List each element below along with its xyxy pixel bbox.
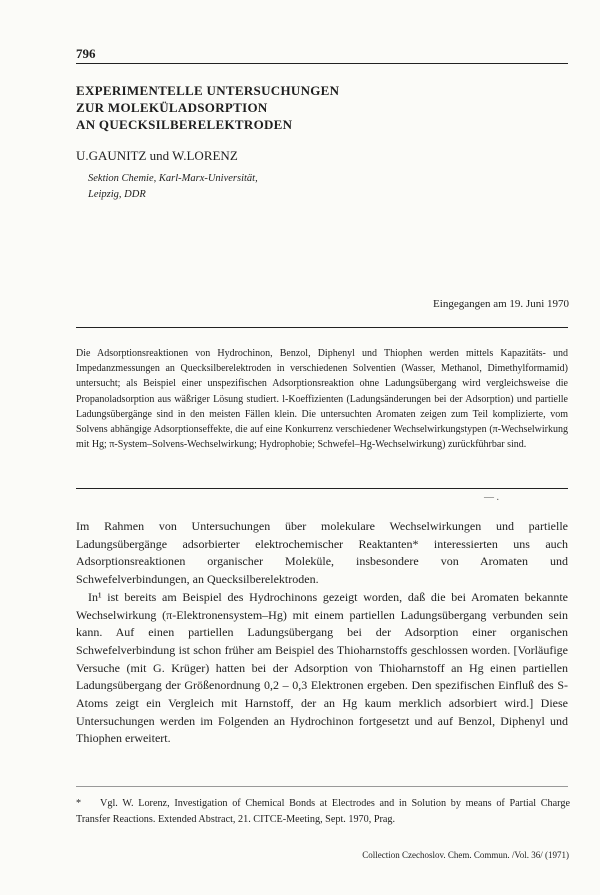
page-number: 796: [76, 46, 96, 61]
article-title: [76, 82, 339, 133]
footnote-text: Vgl. W. Lorenz, Investigation of Chemical Bonds at Electrodes and in Solution by means of Partial Charge Transfer Reactions. Extended Abstract, 21. CITCE-Meeting, Sept. 1970, Prag.: [76, 798, 570, 825]
footnote-rule: [76, 786, 568, 787]
affiliation-line-1: Sektion Chemie, Karl-Marx-Universität,: [88, 173, 258, 184]
title-line-1: EXPERIMENTELLE UNTERSUCHUNGEN: [76, 83, 340, 98]
affiliation-line-2: Leipzig, DDR: [88, 189, 146, 200]
footnote: [76, 796, 570, 827]
title-line-3: AN QUECKSILBERELEKTRODEN: [76, 117, 293, 132]
abstract-top-rule: [76, 327, 568, 328]
title-line-2: ZUR MOLEKÜLADSORPTION: [76, 100, 268, 115]
journal-citation: Collection Czechoslov. Chem. Commun. /Vol. 36/ (1971): [362, 850, 569, 860]
abstract: [76, 346, 568, 452]
abstract-text: Die Adsorptionsreaktionen von Hydrochinon, Benzol, Diphenyl und Thiophen werden mittels Kapazitäts- und Impedanzmessungen an Quecksilberelektroden in verschiedenen Solventien (Wasser, Methanol, Dimethylformamid) untersucht; als Beispiel einer unspezifischen Adsorptionsreaktion ohne Ladungsübergang wird vergleichsweise die Propanoladsorption aus wäßriger Lösung studiert. l-Koeffizienten (Ladungsänderungen bei der Adsorption) und partielle Ladungsübergänge sind in den meisten Fällen klein. Die untersuchten Aromaten zeigen zum Teil komplizierte, vom Solvens abhängige Adsorptionseffekte, die auf eine Konkurrenz verschiedener Wechselwirkungstypen (π-Wechselwirkung mit Hg; π-System–Solvens-Wechselwirkung; Hydrophobie; Schwefel–Hg-Wechselwirkung) zurückführbar sind.: [76, 348, 568, 451]
received-date: Eingegangen am 19. Juni 1970: [433, 298, 569, 310]
footnote-mark: *: [76, 798, 82, 809]
body-text: [76, 518, 568, 748]
affiliation: [88, 171, 258, 203]
authors: U.GAUNITZ und W.LORENZ: [76, 148, 238, 163]
abstract-bottom-rule: [76, 488, 568, 489]
header-rule: [76, 63, 568, 64]
body-paragraph-1: Im Rahmen von Untersuchungen über molekulare Wechselwirkungen und partielle Ladungsübergänge adsorbierter elektrochemischer Reaktanten* interessierten uns auch Adsorptionsreaktionen organischer Moleküle, insbesondere von Aromaten und Schwefelverbindungen, an Quecksilberelektroden.: [76, 519, 568, 587]
scan-mark: — .: [484, 492, 499, 503]
body-paragraph-2: In¹ ist bereits am Beispiel des Hydrochinons gezeigt worden, daß die bei Aromaten bekannte Wechselwirkung (π-Elektronensystem–Hg) mit einem partiellen Ladungsübergang verbunden sein kann. Auf einen partiellen Ladungsübergang bei der Adsorption einer organischen Schwefelverbindung ist schon früher am Beispiel des Thioharnstoffs geschlossen worden. [Vorläufige Versuche (mit G. Krüger) hatten bei der Adsorption von Thioharnstoff an Hg einen partiellen Ladungsübergang der Größenordnung 0,2 – 0,3 Elektronen ergeben. Den spezifischen Einfluß des S-Atoms zeigt ein Vergleich mit Harnstoff, der an Hg kaum merklich adsorbiert wird.] Diese Untersuchungen werden im Folgenden an Hydrochinon fortgesetzt und auf Benzol, Diphenyl und Thiophen erweitert.: [76, 589, 568, 746]
